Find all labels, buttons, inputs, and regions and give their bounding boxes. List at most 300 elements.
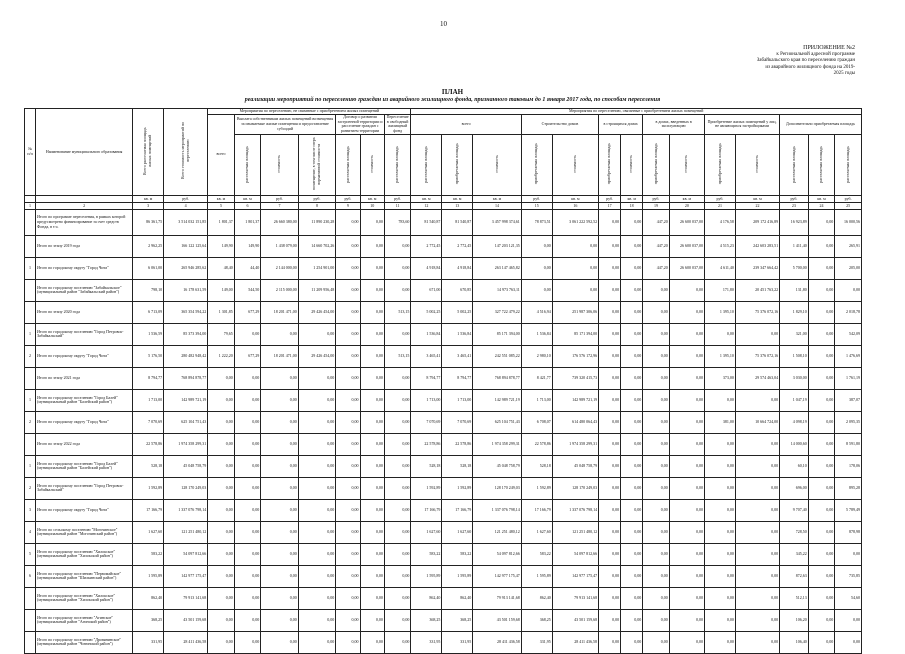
table-cell: 0,00 <box>261 609 299 631</box>
table-cell: 0,00 <box>705 477 736 499</box>
table-cell: 0,00 <box>643 433 669 455</box>
table-cell: 862,40 <box>442 587 473 609</box>
table-cell: 1 <box>25 202 36 209</box>
table-cell: 0,00 <box>521 235 552 257</box>
table-cell: 85 373 394,00 <box>164 323 208 345</box>
table-cell: 895,28 <box>835 477 862 499</box>
table-cell: 0,00 <box>336 209 360 235</box>
table-cell: 45 048 758,79 <box>164 455 208 477</box>
table-cell: 0,00 <box>599 301 621 323</box>
table-cell: 0,00 <box>599 455 621 477</box>
table-cell: руб. <box>298 195 336 202</box>
table-cell: 81 540,87 <box>442 209 473 235</box>
table-cell: 0,00 <box>643 389 669 411</box>
table-cell: 0,00 <box>261 433 299 455</box>
table-cell: 7 070,69 <box>442 411 473 433</box>
table-cell: 3 514 032 151,85 <box>164 209 208 235</box>
sub-area: расселяемая площадь <box>234 134 260 195</box>
table-cell: 209 172 416,89 <box>735 209 779 235</box>
table-cell: 121 251 480,12 <box>473 521 522 543</box>
table-cell: 75 376 072,16 <box>735 345 779 367</box>
table-cell: 26 600 037,00 <box>669 209 704 235</box>
table-cell: 0,00 <box>360 587 384 609</box>
table-cell: 45 048 758,79 <box>552 455 598 477</box>
row-municipality-name: Итого по городскому поселению "Агинское" (муниципальный район "Агинский район") <box>36 609 133 631</box>
table-cell: 0,00 <box>234 609 260 631</box>
sub-area-inter: приобретаемая площадь <box>705 134 736 195</box>
table-cell: 178,06 <box>835 455 862 477</box>
table-cell: 0,00 <box>621 455 643 477</box>
col-build: Строительство домов <box>521 114 598 134</box>
table-cell: 29 574 463,04 <box>735 367 779 389</box>
table-cell: 0,00 <box>669 411 704 433</box>
table-cell: 0,00 <box>735 389 779 411</box>
table-cell: 862,40 <box>521 587 552 609</box>
table-row <box>25 477 862 499</box>
table-cell: 0,00 <box>621 389 643 411</box>
table-cell: 26 600 037,00 <box>669 257 704 279</box>
table-cell: 1 761,19 <box>835 367 862 389</box>
table-cell: 2 962,25 <box>133 235 164 257</box>
table-cell: 17 166,79 <box>442 499 473 521</box>
table-cell: 149,90 <box>234 235 260 257</box>
col-total-cost: Всего стоимость мероприятий по переселению <box>164 109 208 196</box>
table-cell: 0,00 <box>599 323 621 345</box>
table-cell: 696,00 <box>780 477 809 499</box>
table-cell: 0,00 <box>705 389 736 411</box>
table-cell: 0,00 <box>808 521 834 543</box>
table-cell: 1 254 901,00 <box>298 257 336 279</box>
table-row <box>25 609 862 631</box>
table-cell: 1 713,00 <box>521 389 552 411</box>
table-cell: 544,50 <box>234 279 260 301</box>
table-cell: 0,00 <box>336 323 360 345</box>
table-cell: 8 <box>298 202 336 209</box>
table-cell <box>36 195 133 202</box>
table-row <box>25 521 862 543</box>
table-cell: руб. <box>164 195 208 202</box>
sub-area: расселяемая площадь <box>808 134 834 195</box>
table-cell: 0,00 <box>643 499 669 521</box>
table-cell: 0,00 <box>599 411 621 433</box>
table-cell: 0,00 <box>735 609 779 631</box>
plan-table <box>24 108 862 654</box>
table-cell: 1 536,84 <box>411 323 442 345</box>
table-cell: 0,00 <box>261 323 299 345</box>
table-cell: 2 772,45 <box>411 235 442 257</box>
table-cell: 6 713,09 <box>133 301 164 323</box>
table-cell: 121 251 480,12 <box>552 521 598 543</box>
sub-cost: стоимость <box>552 134 598 195</box>
table-cell: 0,00 <box>336 235 360 257</box>
row-municipality-name: Итого по городскому поселению "Город Балей" (муниципальный район "Балейский район") <box>36 389 133 411</box>
table-cell: 280 482 948,42 <box>164 345 208 367</box>
table-cell: 0,00 <box>599 367 621 389</box>
table-cell: 3 465,41 <box>411 345 442 367</box>
table-cell: 26 660 380,00 <box>261 209 299 235</box>
table-cell: 0,00 <box>336 543 360 565</box>
table-cell: 1 627,60 <box>442 521 473 543</box>
table-cell: 0,00 <box>360 433 384 455</box>
table-cell: 0,00 <box>808 543 834 565</box>
row-municipality-name: Итого по городскому округу "Город Чита" <box>36 411 133 433</box>
table-cell: 0,00 <box>208 609 234 631</box>
table-cell: 542,09 <box>835 323 862 345</box>
table-cell: 331,95 <box>133 631 164 653</box>
table-cell: 79 913 141,68 <box>164 587 208 609</box>
sub-cost: стоимость <box>669 134 704 195</box>
table-cell: 79,65 <box>208 323 234 345</box>
table-cell: 79 913 141,68 <box>473 587 522 609</box>
table-cell: 2 115 000,00 <box>261 279 299 301</box>
sub-area-inter: приобретаемая площадь <box>599 134 621 195</box>
table-cell: 0,00 <box>208 433 234 455</box>
table-cell: 1 974 358 299,31 <box>552 433 598 455</box>
table-cell: 0,00 <box>261 367 299 389</box>
sub-area-inter: приобретаемая площадь <box>643 134 669 195</box>
table-cell: 670,85 <box>442 279 473 301</box>
table-cell: 85 171 394,00 <box>552 323 598 345</box>
table-cell: 4 611,40 <box>705 257 736 279</box>
page-number: 10 <box>440 20 447 28</box>
table-cell: 0,00 <box>336 609 360 631</box>
col-other: Переселение в свободный жилищный фонд <box>384 114 411 134</box>
table-cell: 331,95 <box>411 631 442 653</box>
table-cell: 1 713,00 <box>411 389 442 411</box>
table-body <box>25 195 862 653</box>
table-cell: 1 395,10 <box>705 345 736 367</box>
table-cell: 0,00 <box>298 411 336 433</box>
sub-cost: стоимость <box>360 134 384 195</box>
table-cell: 0,00 <box>298 565 336 587</box>
table-cell: 0,00 <box>261 521 299 543</box>
table-cell: 16 <box>552 202 598 209</box>
table-cell: 0,00 <box>384 631 411 653</box>
table-cell: 0,00 <box>643 609 669 631</box>
col-num: № п/п <box>25 109 36 196</box>
table-cell: кв. м <box>360 195 384 202</box>
table-cell: 23 <box>780 202 809 209</box>
table-cell: 0,00 <box>234 433 260 455</box>
table-cell: 513,15 <box>384 345 411 367</box>
table-cell: 18 201 471,00 <box>261 345 299 367</box>
table-cell: 1 627,60 <box>521 521 552 543</box>
table-cell: 0,00 <box>669 499 704 521</box>
table-cell: 512,13 <box>780 587 809 609</box>
table-cell: 3 061 222 592,52 <box>552 209 598 235</box>
table-cell: 1 592,89 <box>442 477 473 499</box>
table-cell: 0,00 <box>808 455 834 477</box>
table-cell: 149,00 <box>208 279 234 301</box>
table-cell: 22 578,86 <box>133 433 164 455</box>
col-all-b: всего <box>411 114 521 134</box>
table-cell: 0,00 <box>735 521 779 543</box>
table-cell: 0,00 <box>360 411 384 433</box>
table-cell: 677,29 <box>234 345 260 367</box>
table-cell: 0,00 <box>384 257 411 279</box>
table-cell: 0,00 <box>208 367 234 389</box>
table-cell: 0,00 <box>643 543 669 565</box>
table-cell: 0,00 <box>621 345 643 367</box>
table-cell: 0,00 <box>621 301 643 323</box>
col-buy-done: в домах, введенных в эксплуатацию <box>643 114 705 134</box>
table-cell: 0,00 <box>208 587 234 609</box>
table-cell: 7 070,69 <box>411 411 442 433</box>
table-cell: кв. м <box>234 195 260 202</box>
table-cell: 0,00 <box>808 235 834 257</box>
table-cell: 1 595,89 <box>521 565 552 587</box>
table-cell: 265 946 285,62 <box>164 257 208 279</box>
table-cell: 0,00 <box>234 477 260 499</box>
table-cell: 0,00 <box>360 279 384 301</box>
table-cell: 878,98 <box>835 521 862 543</box>
table-cell: 447,20 <box>643 209 669 235</box>
table-cell: 447,20 <box>643 235 669 257</box>
row-municipality-name: Итого по программе переселения, в рамках которой предусмотрено финансирование за счет средств Фонда, в т.ч. <box>36 209 133 235</box>
table-cell: 79 913 141,68 <box>552 587 598 609</box>
table-cell: 0,00 <box>261 411 299 433</box>
table-cell: 0,00 <box>384 411 411 433</box>
row-municipality-name: Итого по городскому поселению "Первомайское" (муниципальный район "Шилкинский район") <box>36 565 133 587</box>
table-cell: 142 977 175,47 <box>552 565 598 587</box>
table-cell: 18 201 471,00 <box>261 301 299 323</box>
table-cell: 0,00 <box>621 433 643 455</box>
table-cell: 0,00 <box>298 367 336 389</box>
table-cell: 0,00 <box>621 499 643 521</box>
table-cell: 17 166,79 <box>521 499 552 521</box>
table-row <box>25 499 862 521</box>
table-cell: 0,00 <box>735 323 779 345</box>
table-cell: 0,00 <box>808 257 834 279</box>
table-row <box>25 543 862 565</box>
table-cell: 0,00 <box>705 587 736 609</box>
group-buying: Мероприятия по переселению, связанные с приобретением жилых помещений <box>411 109 862 115</box>
table-cell: 0,00 <box>234 323 260 345</box>
table-cell: 0,00 <box>384 565 411 587</box>
row-municipality-name: Итого по этапу 2022 года <box>36 433 133 455</box>
table-cell: 43 501 159,68 <box>473 609 522 631</box>
table-cell: 0,00 <box>208 543 234 565</box>
table-cell: 739 320 415,73 <box>552 367 598 389</box>
table-cell: 0,00 <box>208 521 234 543</box>
table-cell: 0,00 <box>360 455 384 477</box>
table-cell: 0,00 <box>669 345 704 367</box>
row-number: 6 <box>25 565 36 587</box>
row-number: 2 <box>25 345 36 367</box>
table-cell: 19 <box>643 202 669 209</box>
row-number: 1 <box>25 455 36 477</box>
table-cell: 106,40 <box>780 631 809 653</box>
table-cell: руб. <box>521 195 552 202</box>
table-cell: 0,00 <box>735 543 779 565</box>
table-cell: 17 166,79 <box>411 499 442 521</box>
table-cell: 0,00 <box>705 543 736 565</box>
table-cell: 0,00 <box>705 455 736 477</box>
table-cell: 81 540,87 <box>411 209 442 235</box>
table-cell: 29 426 454,00 <box>298 301 336 323</box>
table-row <box>25 279 862 301</box>
table-cell: 1 627,60 <box>133 521 164 543</box>
table-cell: 121 251 480,12 <box>164 521 208 543</box>
table-cell: 0,00 <box>669 587 704 609</box>
table-cell: кв. м <box>133 195 164 202</box>
table-cell: 0,00 <box>735 587 779 609</box>
table-cell: 368,25 <box>442 609 473 631</box>
sub-area: расселяемая площадь <box>411 134 442 195</box>
table-cell: 0,00 <box>384 323 411 345</box>
table-cell: 0,00 <box>669 433 704 455</box>
table-cell: 0,00 <box>336 367 360 389</box>
table-cell: 2 <box>36 202 133 209</box>
table-cell: 0,00 <box>384 367 411 389</box>
table-cell: 373,00 <box>705 367 736 389</box>
table-cell: 8 591,80 <box>835 433 862 455</box>
row-number <box>25 631 36 653</box>
table-cell: 6 708,07 <box>521 411 552 433</box>
table-cell: 0,00 <box>336 455 360 477</box>
table-cell: 3 465,41 <box>442 345 473 367</box>
table-cell: 1 595,89 <box>411 565 442 587</box>
table-cell: руб. <box>336 195 360 202</box>
table-cell: 0,00 <box>360 257 384 279</box>
table-cell: 0,00 <box>643 323 669 345</box>
table-cell: кв. м <box>621 195 643 202</box>
table-cell: 614 480 064,43 <box>552 411 598 433</box>
table-cell: 0,00 <box>298 609 336 631</box>
row-municipality-name: Итого по сельскому поселению "Могочинское" (муниципальный район "Могочинский район") <box>36 521 133 543</box>
table-cell: 0,00 <box>298 499 336 521</box>
table-cell: 0,00 <box>599 257 621 279</box>
table-cell: кв. м <box>552 195 598 202</box>
row-municipality-name: Итого по городскому поселению "Хилокское" (муниципальный район "Хилокский район") <box>36 587 133 609</box>
table-cell: 142 977 175,47 <box>164 565 208 587</box>
table-cell: 0,00 <box>669 301 704 323</box>
table-cell: 0,00 <box>808 367 834 389</box>
table-cell: 75 376 072,16 <box>735 301 779 323</box>
table-cell: 321,00 <box>780 323 809 345</box>
table-cell: 583,22 <box>521 543 552 565</box>
table-cell: 0,00 <box>234 455 260 477</box>
table-cell: 0,00 <box>669 477 704 499</box>
table-cell: 0,00 <box>384 433 411 455</box>
sub-cost: стоимость <box>621 134 643 195</box>
table-cell: 5 002,25 <box>442 301 473 323</box>
table-cell: 0,00 <box>621 609 643 631</box>
table-cell: 0,00 <box>208 499 234 521</box>
table-cell: 60,10 <box>780 455 809 477</box>
table-cell: 0,00 <box>599 433 621 455</box>
table-cell: 0,00 <box>669 323 704 345</box>
table-cell: 345,22 <box>780 543 809 565</box>
table-cell: кв. м <box>669 195 704 202</box>
row-municipality-name: Итого по городскому поселению "Город Балей" (муниципальный район "Балейский район") <box>36 455 133 477</box>
table-cell: 10 664 724,00 <box>735 411 779 433</box>
sub-area: расселяемая площадь <box>835 134 862 195</box>
table-cell: 0,00 <box>643 565 669 587</box>
row-number: 2 <box>25 477 36 499</box>
table-cell: 0,00 <box>298 521 336 543</box>
table-cell: 365 354 594,22 <box>164 301 208 323</box>
table-cell: кв. м <box>473 195 522 202</box>
table-row <box>25 587 862 609</box>
table-cell: 862,40 <box>133 587 164 609</box>
table-cell: 54 097 812,66 <box>164 543 208 565</box>
table-cell: 1 301,85 <box>208 301 234 323</box>
table-cell: 783,60 <box>384 209 411 235</box>
table-cell: 11 890 230,28 <box>298 209 336 235</box>
table-cell: 1 222,20 <box>208 345 234 367</box>
table-cell: 0,00 <box>261 477 299 499</box>
table-cell: 528,18 <box>521 455 552 477</box>
table-cell: кв. м <box>808 195 834 202</box>
row-municipality-name: Итого по городскому поселению "Забайкальское" (муниципальный район "Забайкальский район") <box>36 279 133 301</box>
table-cell: 0,00 <box>336 499 360 521</box>
sub-cost: стоимость <box>473 134 522 195</box>
table-cell: 0,00 <box>643 587 669 609</box>
table-row <box>25 367 862 389</box>
table-cell: 4 <box>164 202 208 209</box>
table-cell: 0,00 <box>643 631 669 653</box>
row-municipality-name: Итого по этапу 2019 года <box>36 235 133 257</box>
table-cell: 0,00 <box>336 257 360 279</box>
table-cell: 0,00 <box>669 631 704 653</box>
table-cell: 0,00 <box>384 609 411 631</box>
table-cell: 0,00 <box>621 323 643 345</box>
table-cell: 0,00 <box>234 389 260 411</box>
table-cell: 735,85 <box>835 565 862 587</box>
table-cell: 0,00 <box>360 631 384 653</box>
table-row <box>25 389 862 411</box>
table-cell: 4 176,58 <box>705 209 736 235</box>
table-cell: руб. <box>261 195 299 202</box>
table-cell: 128 170 249,03 <box>552 477 598 499</box>
table-cell: 4 918,84 <box>442 257 473 279</box>
table-cell: 1 536,59 <box>133 323 164 345</box>
table-cell: 28 411 436,58 <box>552 631 598 653</box>
table-cell: 4 516,94 <box>521 301 552 323</box>
row-number <box>25 301 36 323</box>
table-cell: 7 070,69 <box>133 411 164 433</box>
table-cell: 22 578,86 <box>411 433 442 455</box>
table-cell: 583,22 <box>411 543 442 565</box>
document-title: ПЛАН <box>441 88 464 96</box>
table-cell: 513,15 <box>384 301 411 323</box>
table-cell: 0,00 <box>621 367 643 389</box>
sub-area-inter: приобретаемая площадь <box>442 134 473 195</box>
table-cell: 0,00 <box>643 521 669 543</box>
table-cell: 5 002,25 <box>411 301 442 323</box>
table-cell: 12 <box>411 202 442 209</box>
table-cell: 142 989 721,19 <box>164 389 208 411</box>
table-cell: 2 980,10 <box>521 345 552 367</box>
table-cell: 263 147 465,82 <box>473 257 522 279</box>
table-cell: 0,00 <box>261 543 299 565</box>
table-cell: 0,00 <box>808 279 834 301</box>
row-number <box>25 433 36 455</box>
table-cell: 0,00 <box>298 477 336 499</box>
appendix-line: 2025 годы <box>833 70 855 76</box>
table-cell: 0,00 <box>669 279 704 301</box>
table-cell: 0,00 <box>643 301 669 323</box>
table-cell: 0,00 <box>384 499 411 521</box>
table-cell: 1 627,60 <box>411 521 442 543</box>
table-cell: 0,00 <box>621 521 643 543</box>
table-cell: 0,00 <box>208 565 234 587</box>
row-municipality-name: Итого по городскому округу "Город Чита" <box>36 499 133 521</box>
table-cell: 86 361,75 <box>133 209 164 235</box>
table-cell: руб. <box>780 195 809 202</box>
table-cell: 0,00 <box>552 257 598 279</box>
